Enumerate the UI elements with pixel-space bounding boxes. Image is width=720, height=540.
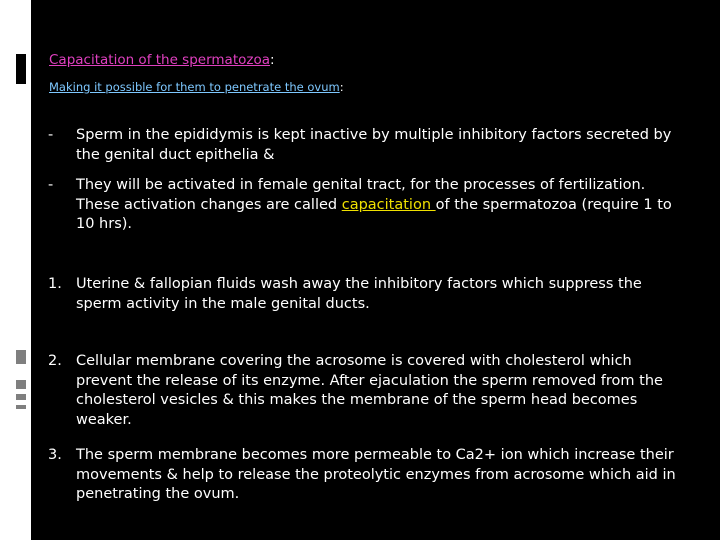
item-text: The sperm membrane becomes more permeable to Ca2+ ion which increase their movements & help to release the proteolytic enzymes from acrosome which aid in penetrating the ovum. — [76, 447, 676, 502]
bullet-item — [48, 126, 678, 165]
item-number: 3. — [48, 447, 62, 463]
title-highlight: Capacitation of the spermatozoa — [49, 52, 270, 68]
numbered-item — [48, 352, 678, 430]
bullet-text: Sperm in the epididymis is kept inactive by multiple inhibitory factors secreted by the genital duct epithelia & — [76, 127, 672, 163]
numbered-item — [48, 446, 678, 505]
bullet-marker: - — [48, 127, 54, 143]
accent-bar — [16, 380, 26, 389]
bullet-marker: - — [48, 177, 54, 193]
bullet-item — [48, 176, 678, 235]
numbered-item — [48, 275, 678, 314]
accent-bar — [16, 394, 26, 400]
bullet-text — [76, 176, 678, 235]
subtitle-highlight: Making it possible for them to penetrate the ovum — [49, 80, 340, 94]
accent-bar — [16, 350, 26, 364]
capacitation-term: capacitation — [341, 196, 436, 213]
bullet-text-after: of the spermatozoa (require 1 to 10 hrs). — [76, 196, 672, 232]
slide-title — [49, 52, 709, 68]
item-text: Uterine & fallopian fluids wash away the inhibitory factors which suppress the sperm activity in the male genital ducts. — [76, 276, 642, 312]
title-suffix: : — [270, 52, 275, 68]
bullet-text-before: They will be activated in female genital tract, for the processes of fertilization. These activation changes are called — [76, 177, 646, 213]
item-text: Cellular membrane covering the acrosome is covered with cholesterol which prevent the release of its enzyme. After ejaculation the sperm removed from the cholesterol vesicles & this makes the membrane of the sperm head becomes weaker. — [76, 353, 663, 428]
item-number: 1. — [48, 276, 62, 292]
accent-bar — [16, 54, 26, 84]
subtitle-suffix: : — [339, 80, 344, 94]
accent-bar — [16, 405, 26, 409]
slide-subtitle — [49, 80, 709, 94]
item-number: 2. — [48, 353, 62, 369]
